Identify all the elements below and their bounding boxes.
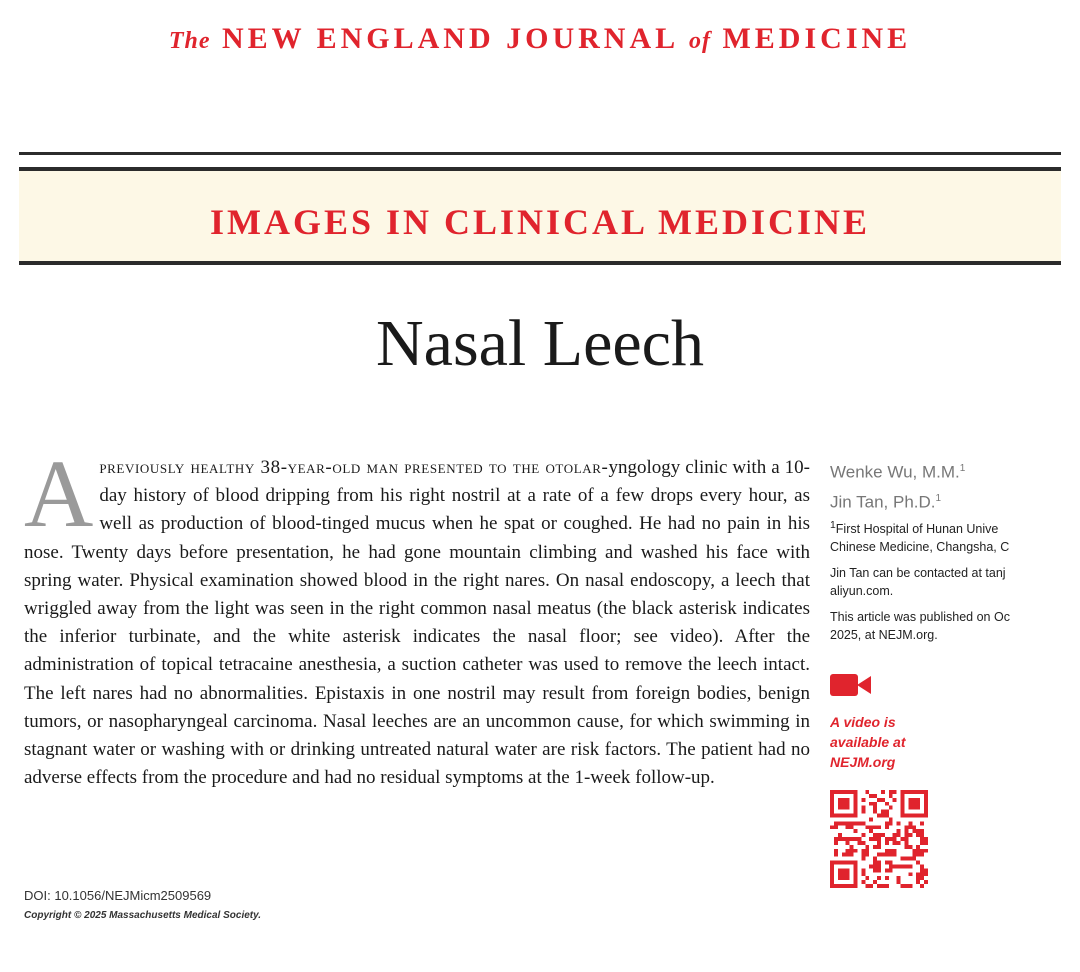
banner-top-rule: [19, 152, 1061, 155]
author-jin-tan: Jin Tan, Ph.D.$^1$: [830, 492, 942, 512]
copyright-notice: Copyright © 2025 Massachusetts Medical Society.: [24, 910, 262, 921]
masthead-the: The: [168, 28, 211, 54]
section-title: IMAGES IN CLINICAL MEDICINE: [209, 202, 871, 242]
drop-cap: A: [24, 440, 94, 547]
journal-masthead: [0, 22, 1080, 56]
lead-in-text: previously healthy 38-year-old man presented to the otolar-: [99, 457, 609, 478]
video-availability-link[interactable]: A video is available at NEJM.org: [830, 714, 906, 771]
masthead-of: of: [688, 28, 711, 54]
doi-link[interactable]: DOI: 10.1056/NEJMicm2509569: [24, 888, 212, 903]
article-sidebar: [830, 456, 1080, 888]
contact-note[interactable]: Jin Tan can be contacted at tanj aliyun.com.: [830, 566, 1006, 599]
qr-code-icon[interactable]: [830, 790, 928, 888]
author-wenke-wu: Wenke Wu, M.M.$^1$: [830, 462, 966, 482]
published-note: This article was published on Oc 2025, at NEJM.org.: [830, 610, 1010, 643]
video-camera-icon[interactable]: [830, 672, 872, 698]
masthead-medicine: MEDICINE: [722, 22, 912, 55]
article-title: Nasal Leech: [376, 307, 704, 380]
affiliation: $^1$First Hospital of Hunan Unive Chinese Medicine, Changsha, C: [830, 520, 1010, 555]
body-paragraph: yngology clinic with a 10-day history of blood dripping from his right nostril at a rate of a few drops every hour, as well as production of blood-tinged mucus when he spat or coughed. He had no pain in his nose. Twenty days before presentation, he had gone mountain climbing and washed his face with spring water. Physical examination showed blood in the right nares. On nasal endoscopy, a leech that wriggled away from the light was seen in the right common nasal meatus (the black asterisk indicates the inferior turbinate, and the white asterisk indicates the nasal floor; see video). After the administration of topical tetracaine anesthesia, a suction catheter was used to remove the leech intact. The left nares had no abnormalities. Epistaxis in one nostril may result from foreign bodies, benign tumors, or nasopharyngeal carcinoma. Nasal leeches are an uncommon cause, for which swimming in stagnant water or washing with or drinking untreated natural water are risk factors. The patient had no adverse effects from the procedure and had no residual symptoms at the 1-week follow-up.: [24, 457, 810, 789]
section-banner: [19, 167, 1061, 265]
masthead-new-england: NEW ENGLAND JOURNAL: [221, 22, 678, 55]
article-body: [24, 440, 810, 792]
